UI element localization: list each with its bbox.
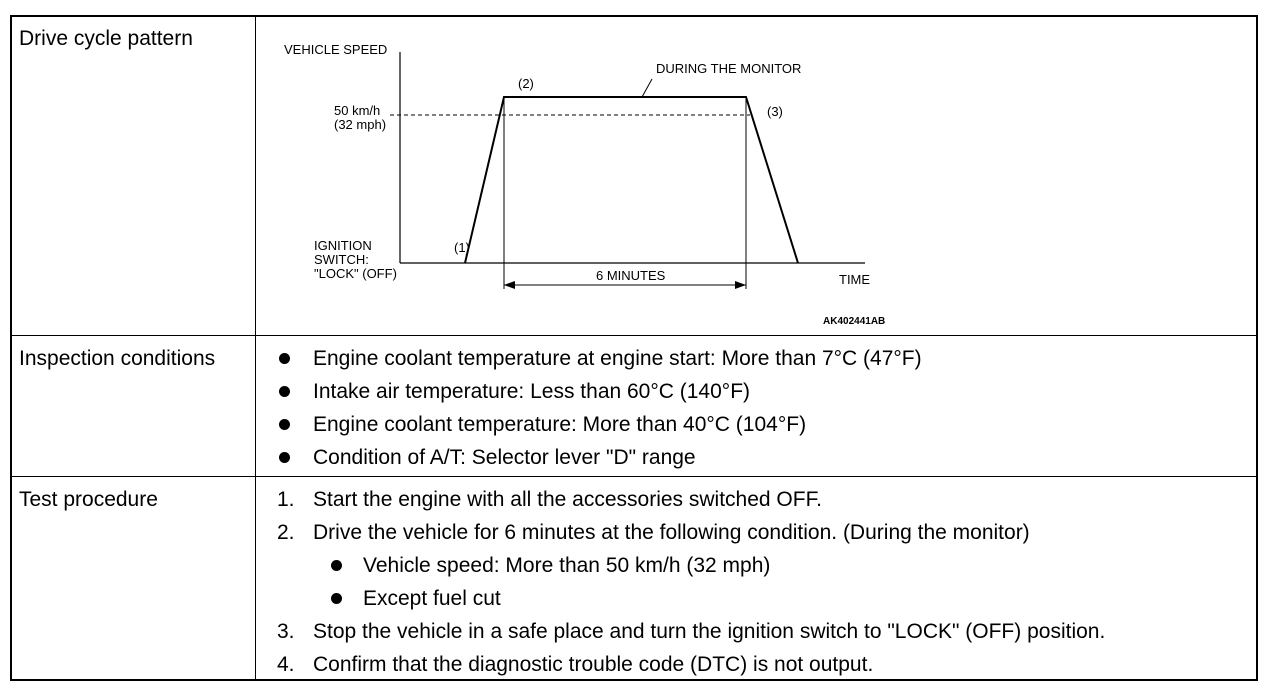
drive-cycle-label: Drive cycle pattern (19, 27, 193, 50)
procedure-table: Drive cycle pattern VEHICLE SPEED 50 km/h (32 mph) IGNITION SWITCH: "LOCK" (OFF) (1) (2) (3) DURING THE MONITOR 6 MINUTES TIME AK402441AB Inspection conditions Engine coolant temperature at engine start: More than 7°C (47°F) Intake air temperature: Less than 60°C (140°F) Engine coolant temperature: More than 40°C (104°F) Condition of A/T: Selector lever "D" range Test procedure 1. Start the engine with all the accessories switched OFF. 2. Drive the vehicle for 6 minutes at the following condition. (During the monitor) Vehicle speed: More than 50 km/h (32 mph) Except fuel cut 3. Stop the vehicle in a safe place and turn the ignition switch to "LOCK" (OFF) position. 4. Confirm that the diagnostic trouble code (DTC) is not output. (10, 15, 1258, 681)
speed-imperial-label: (32 mph) (334, 117, 387, 132)
ignition-label-1: IGNITION (314, 238, 372, 253)
point-2-label: (2) (518, 76, 534, 91)
bullet-icon (331, 593, 342, 604)
ignition-label-3: "LOCK" (OFF) (314, 266, 397, 281)
y-axis-label: VEHICLE SPEED (284, 42, 388, 57)
arrowhead-left (504, 281, 515, 289)
bullet-icon (279, 419, 290, 430)
ignition-label-2: SWITCH: (314, 252, 369, 267)
monitor-leader (642, 79, 652, 97)
point-3-label: (3) (767, 104, 783, 119)
bullet-icon (279, 452, 290, 463)
bullet-icon (331, 560, 342, 571)
inspection-label: Inspection conditions (19, 347, 216, 370)
drive-cycle-diagram (270, 37, 910, 337)
duration-label: 6 MINUTES (596, 268, 666, 283)
step-number: 1. (277, 488, 295, 511)
speed-value-label: 50 km/h (334, 103, 381, 118)
bullet-icon (279, 386, 290, 397)
step-number: 3. (277, 620, 295, 643)
speed-profile (465, 97, 798, 263)
point-1-label: (1) (454, 240, 470, 255)
column-divider (255, 17, 256, 679)
step-number: 2. (277, 521, 295, 544)
bullet-icon (279, 353, 290, 364)
step-number: 4. (277, 653, 295, 676)
row-divider-2 (12, 476, 1256, 477)
figure-code: AK402441AB (823, 316, 886, 327)
monitor-label: DURING THE MONITOR (656, 61, 802, 76)
arrowhead-right (735, 281, 746, 289)
test-procedure-label: Test procedure (19, 488, 158, 511)
x-axis-label: TIME (839, 272, 871, 287)
